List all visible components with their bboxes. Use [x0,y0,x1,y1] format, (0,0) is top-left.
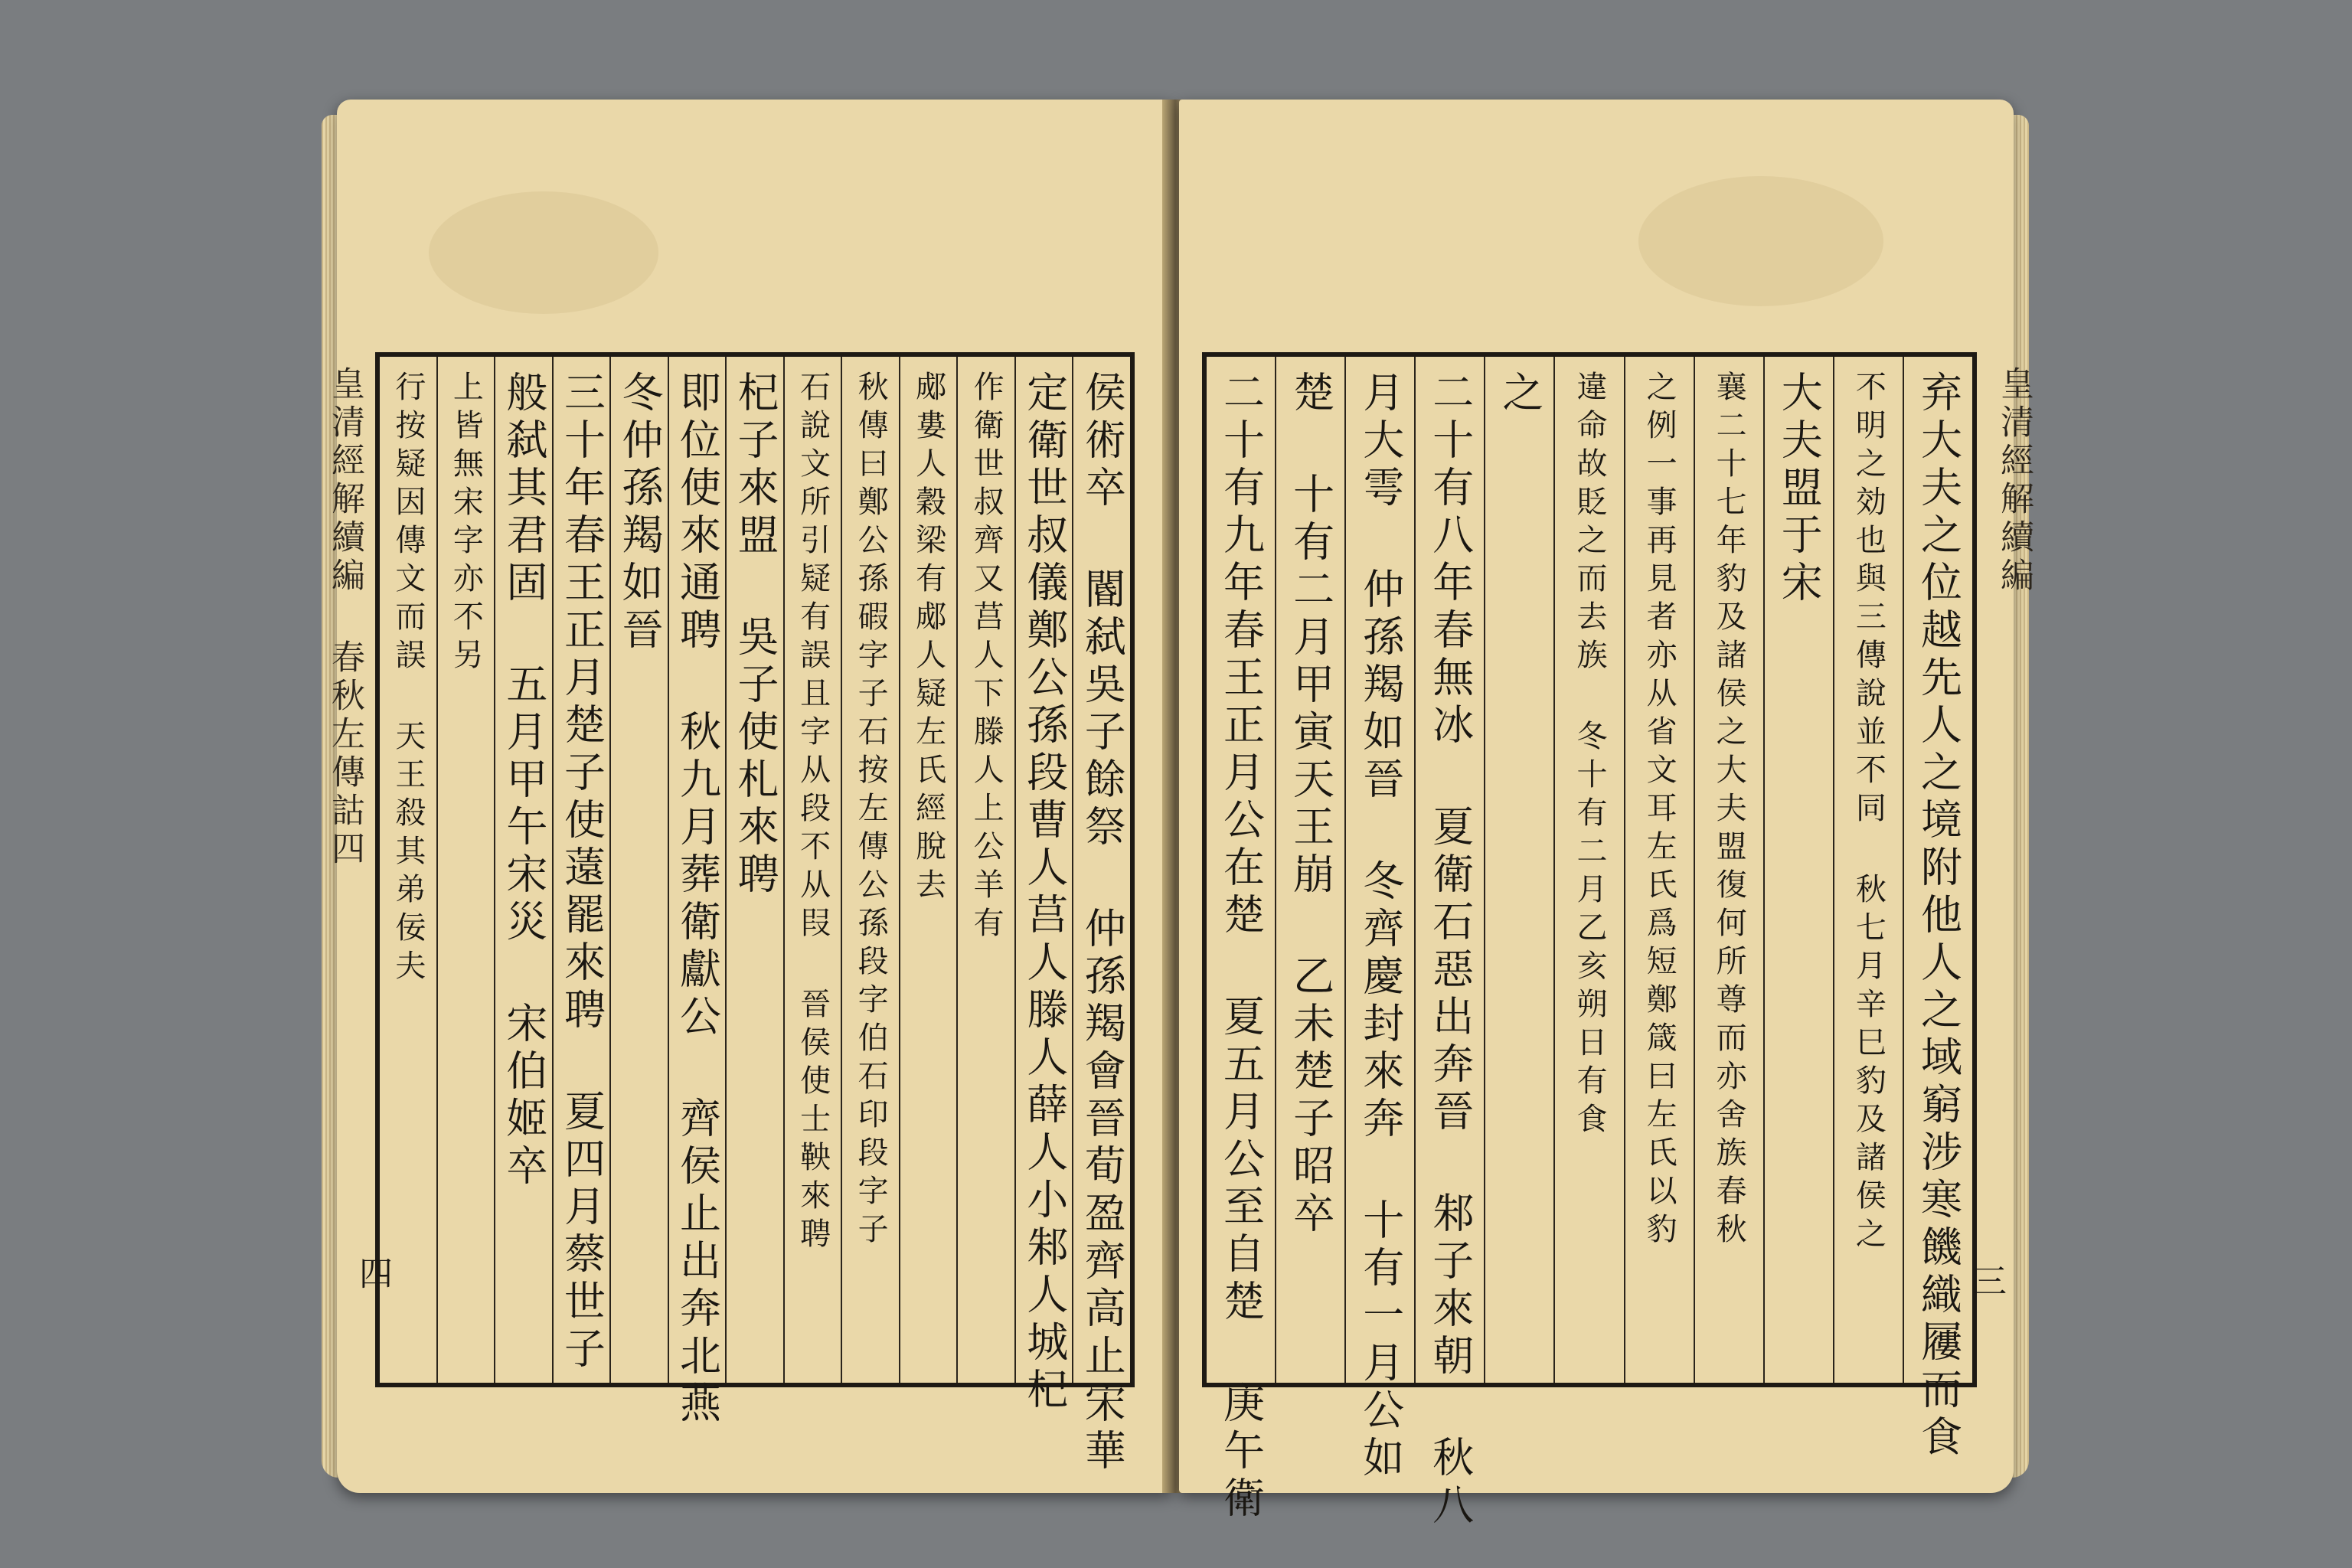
column: 不明之効也與三傳說並不同 秋七月辛巳豹及諸侯之 [1833,357,1903,1383]
right-page [1179,100,2034,1530]
column: 襄二十七年豹及諸侯之大夫盟復何所尊而亦舍族春秋 [1694,357,1763,1383]
column: 侯術卒 閽弑吳子餘祭 仲孫羯會晉荀盈齊高止宋華 [1072,357,1130,1383]
column: 月大雩 仲孫羯如晉 冬齊慶封來奔 十有一月公如 [1344,357,1414,1383]
column: 即位使來通聘 秋九月葬衛獻公 齊侯止出奔北燕 [668,357,726,1383]
left-page [325,100,1171,1493]
column: 行按疑因傳文而誤 天王殺其弟佞夫 [390,371,426,988]
column: 定衛世叔儀鄭公孫段曹人莒人滕人薛人小邾人城杞 [1014,357,1073,1383]
column: 之例一事再見者亦从省文耳左氏爲短鄭箴曰左氏以豹 [1624,357,1694,1383]
left-header-text: 皇清經解續編 春秋左傳詁四 [325,366,364,869]
column: 郕婁人穀梁有郕人疑左氏經脫去 [899,357,957,1383]
column: 秋傳曰鄭公孫碬字子石按左傳公孫段字伯石印段字子 [841,357,899,1383]
column: 弃大夫之位越先人之境附他人之域窮涉寒饑織屨而食 [1903,357,1972,1383]
column: 二十有九年春王正月公在楚 夏五月公至自楚 庚午衛 [1217,371,1266,1524]
column: 二十有八年春無冰 夏衛石惡出奔晉 邾子來朝 秋八 [1414,357,1484,1383]
column: 違命故貶之而去族 冬十有二月乙亥朔日有食 [1553,357,1623,1383]
left-running-header [314,352,375,1378]
column: 杞子來盟 吳子使札來聘 [725,357,783,1383]
column: 作衛世叔齊又莒人下滕人上公羊有 [956,357,1014,1383]
column: 般弑其君固 五月甲午宋災 宋伯姬卒 [494,357,552,1383]
left-folio: 四 [353,1256,392,1289]
column: 之 [1484,357,1553,1383]
right-running-header [1983,352,2044,1378]
column: 上皆無宋字亦不另 [436,357,495,1383]
left-text-frame [375,352,1135,1476]
right-text-frame [1202,352,1977,1530]
column: 冬仲孫羯如晉 [609,357,668,1383]
column: 大夫盟于宋 [1763,357,1833,1383]
right-header-text: 皇清經解續編 [1994,366,2034,596]
right-folio: 三 [1967,1263,2006,1297]
column: 楚 十有二月甲寅天王崩 乙未楚子昭卒 [1275,357,1344,1383]
open-book [322,84,2034,1530]
column: 石說文所引疑有誤且字从段不从叚 晉侯使士鞅來聘 [783,357,841,1383]
column: 三十年春王正月楚子使薳罷來聘 夏四月蔡世子 [552,357,610,1383]
